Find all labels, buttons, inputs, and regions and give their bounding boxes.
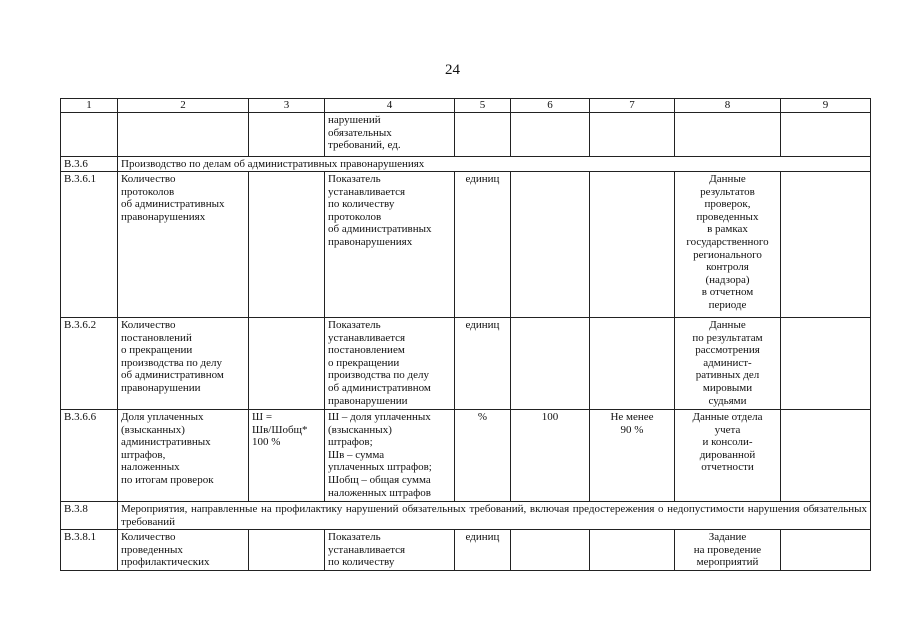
- cell-target-value: Не менее 90 %: [590, 410, 675, 502]
- cell-formula: [249, 172, 325, 318]
- cell-target-value: [590, 318, 675, 410]
- col-header-2: 2: [118, 99, 249, 113]
- indicators-table: [60, 98, 871, 571]
- col-header-3: 3: [249, 99, 325, 113]
- cell-note: [781, 113, 871, 157]
- section-title: Производство по делам об административных правонарушениях: [118, 157, 871, 172]
- section-code: В.3.8: [61, 502, 118, 530]
- section-code: В.3.6: [61, 157, 118, 172]
- cell-formula: [249, 530, 325, 571]
- cell-source: Задание на проведение мероприятий: [675, 530, 781, 571]
- cell-code: В.3.6.6: [61, 410, 118, 502]
- section-title: Мероприятия, направленные на профилактику нарушений обязательных требований, включая предостережения о недопустимости нарушения обязательных требований: [118, 502, 871, 530]
- cell-name: Количество протоколов об административных правонарушениях: [118, 172, 249, 318]
- section-row-b336: [61, 157, 871, 172]
- cell-source: Данные результатов проверок, проведенных в рамках государственного регионального контроля (надзора) в отчетном периоде: [675, 172, 781, 318]
- col-header-9: 9: [781, 99, 871, 113]
- cell-note: [781, 172, 871, 318]
- cell-source: Данные по результатам рассмотрения админист- ративных дел мировыми судьями: [675, 318, 781, 410]
- cell-unit: единиц: [455, 530, 511, 571]
- table-row-b3381: [61, 530, 871, 571]
- cell-target-value: [590, 530, 675, 571]
- section-row-b338: [61, 502, 871, 530]
- cell-source: Данные отдела учета и консоли- дированной отчетности: [675, 410, 781, 502]
- column-number-row: [61, 99, 871, 113]
- cell-description: Показатель устанавливается постановлением о прекращении производства по делу об административном правонарушении: [325, 318, 455, 410]
- cell-base-value: [511, 318, 590, 410]
- cell-description: Показатель устанавливается по количеству протоколов об административных правонарушениях: [325, 172, 455, 318]
- table-row-continuation: [61, 113, 871, 157]
- cell-base-value: [511, 113, 590, 157]
- col-header-4: 4: [325, 99, 455, 113]
- cell-unit: единиц: [455, 318, 511, 410]
- cell-code: В.3.8.1: [61, 530, 118, 571]
- table-row-b3361: [61, 172, 871, 318]
- cell-target-value: [590, 172, 675, 318]
- cell-unit: %: [455, 410, 511, 502]
- cell-name: [118, 113, 249, 157]
- cell-formula: [249, 318, 325, 410]
- cell-formula: Ш = Шв/Шобщ* 100 %: [249, 410, 325, 502]
- cell-unit: единиц: [455, 172, 511, 318]
- cell-formula: [249, 113, 325, 157]
- cell-name: Доля уплаченных (взысканных) административных штрафов, наложенных по итогам проверок: [118, 410, 249, 502]
- cell-note: [781, 318, 871, 410]
- col-header-5: 5: [455, 99, 511, 113]
- cell-source: [675, 113, 781, 157]
- col-header-7: 7: [590, 99, 675, 113]
- cell-base-value: 100: [511, 410, 590, 502]
- cell-target-value: [590, 113, 675, 157]
- cell-base-value: [511, 172, 590, 318]
- cell-note: [781, 530, 871, 571]
- cell-description: Ш – доля уплаченных (взысканных) штрафов; Шв – сумма уплаченных штрафов; Шобщ – общая сумма наложенных штрафов: [325, 410, 455, 502]
- cell-base-value: [511, 530, 590, 571]
- cell-name: Количество проведенных профилактических: [118, 530, 249, 571]
- cell-name: Количество постановлений о прекращении производства по делу об административном правонарушении: [118, 318, 249, 410]
- cell-note: [781, 410, 871, 502]
- cell-code: В.3.6.1: [61, 172, 118, 318]
- table-row-b3362: [61, 318, 871, 410]
- page-number: 24: [445, 62, 460, 78]
- table-row-b3366: [61, 410, 871, 502]
- cell-code: В.3.6.2: [61, 318, 118, 410]
- cell-code: [61, 113, 118, 157]
- cell-description: нарушений обязательных требований, ед.: [325, 113, 455, 157]
- cell-description: Показатель устанавливается по количеству: [325, 530, 455, 571]
- col-header-1: 1: [61, 99, 118, 113]
- cell-unit: [455, 113, 511, 157]
- col-header-6: 6: [511, 99, 590, 113]
- col-header-8: 8: [675, 99, 781, 113]
